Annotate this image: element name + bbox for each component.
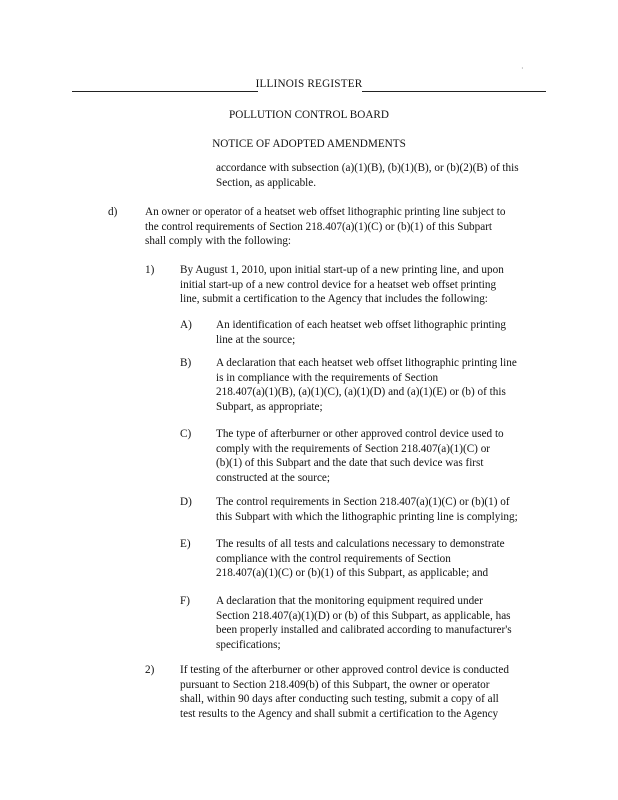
text-line: By August 1, 2010, upon initial start-up of a new printing line, and upon [180,264,504,276]
text-line: constructed at the source; [216,471,331,484]
text-line: The control requirements in Section 218.407(a)(1)(C) or (b)(1) of [216,496,510,508]
text-line: A declaration that the monitoring equipment required under [216,595,483,607]
sub-item-b-text [216,356,517,414]
text-line: The type of afterburner or other approved control device used to [216,428,504,440]
sub-item-d-label: D) [180,496,192,508]
text-line: If testing of the afterburner or other approved control device is conducted [180,664,509,676]
text-line: specifications; [216,638,281,651]
continuation-text [216,161,519,190]
text-line: An identification of each heatset web offset lithographic printing [216,319,506,331]
text-line: A declaration that each heatset web offset lithographic printing line [216,357,517,369]
text-line: 218.407(a)(1)(B), (a)(1)(C), (a)(1)(D) and (a)(1)(E) or (b) of this [216,386,506,399]
text-line: is in compliance with the requirements of Section [216,371,439,384]
sub-item-b-label: B) [180,357,192,369]
notice-title: NOTICE OF ADOPTED AMENDMENTS [212,138,406,150]
text-line: line at the source; [216,333,296,346]
item-2-label: 2) [145,664,155,676]
sub-item-c-label: C) [180,428,192,440]
text-line: been properly installed and calibrated according to manufacturer's [216,624,512,637]
text-line: (b)(1) of this Subpart and the date that such device was first [216,457,484,470]
text-line: shall, within 90 days after conducting such testing, submit a copy of all [180,693,499,706]
text-line: An owner or operator of a heatset web offset lithographic printing line subject to [145,206,506,218]
register-title: ILLINOIS REGISTER [255,78,363,90]
text-line: Section, as applicable. [216,176,317,189]
text-line: The results of all tests and calculations necessary to demonstrate [216,538,505,550]
sub-item-f-text [216,594,512,652]
item-1-text [180,263,504,307]
board-name: POLLUTION CONTROL BOARD [229,109,389,121]
text-line: Subpart, as appropriate; [216,400,323,413]
sub-item-c-text [216,427,504,485]
sub-item-e-label: E) [180,538,191,550]
text-line: 218.407(a)(1)(C) or (b)(1) of this Subpart, as applicable; and [216,567,489,580]
text-line: comply with the requirements of Section 218.407(a)(1)(C) or [216,442,491,455]
section-d-text [145,205,506,249]
text-line: initial start-up of a new control device for a heatset web offset printing [180,278,497,291]
text-line: accordance with subsection (a)(1)(B), (b)(1)(B), or (b)(2)(B) of this [216,162,519,174]
text-line: pursuant to Section 218.409(b) of this Subpart, the owner or operator [180,678,490,691]
text-line: the control requirements of Section 218.407(a)(1)(C) or (b)(1) of this Subpart [145,220,493,233]
sub-item-a-label: A) [180,319,192,331]
text-line: line, submit a certification to the Agency that includes the following: [180,293,488,306]
sub-item-f-label: F) [180,595,190,607]
text-line: shall comply with the following: [145,235,292,248]
item-2-text [180,663,509,721]
text-line: compliance with the control requirements of Section [216,552,451,565]
text-line: test results to the Agency and shall submit a certification to the Agency [180,707,499,720]
section-d-label: d) [108,206,118,218]
item-1-label: 1) [145,264,155,276]
stray-mark: · [521,64,524,73]
text-line: Section 218.407(a)(1)(D) or (b) of this Subpart, as applicable, has [216,609,511,622]
sub-item-d-text [216,495,518,524]
sub-item-e-text [216,537,505,581]
text-line: this Subpart with which the lithographic printing line is complying; [216,510,518,523]
sub-item-a-text [216,318,506,347]
